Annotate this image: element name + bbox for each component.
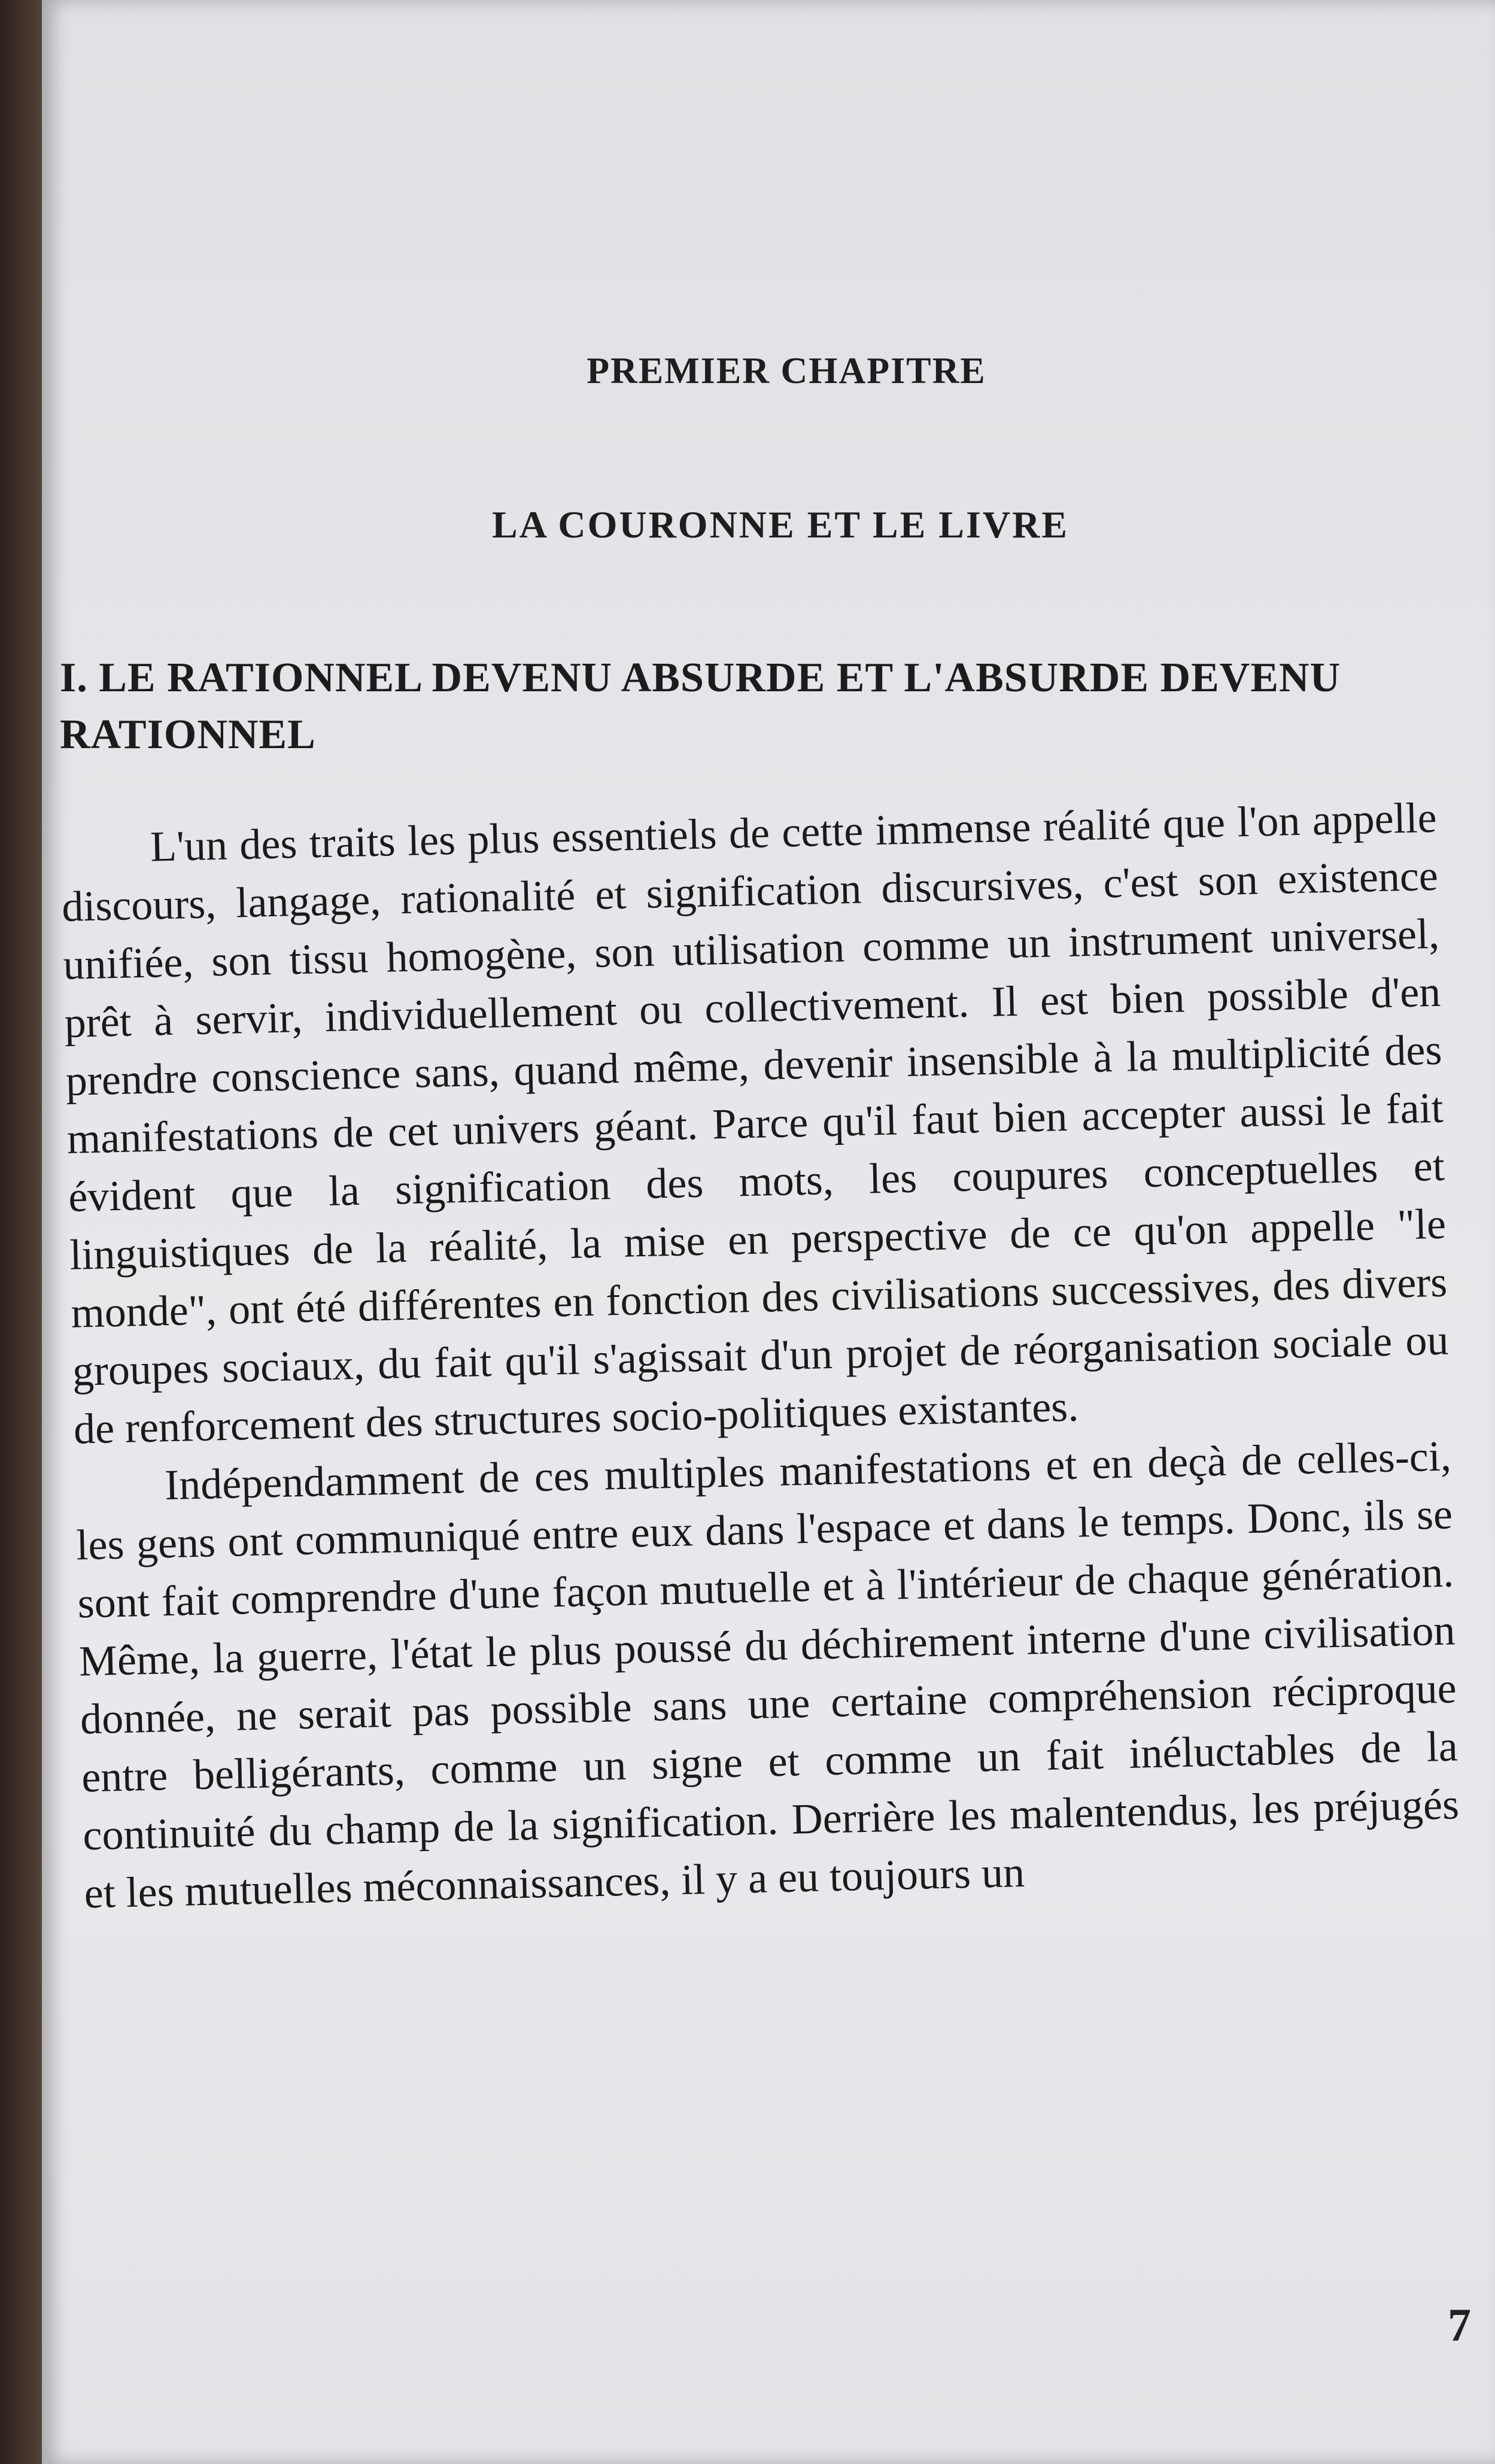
section-heading: I. LE RATIONNEL DEVENU ABSURDE ET L'ABSURDE DEVENU RATIONNEL: [60, 655, 1341, 758]
paragraph-1: L'un des traits les plus essentiels de cette immense réalité que l'on appelle discours, langage, rationalité et signification discursives, c'est son existence unifiée, son tissu homogène, son utilisation comme un instrument universel, prêt à servir, individuellement ou collectivement. Il est bien possible d'en prendre conscience sans, quand même, devenir insensible à la multiplicité des manifestations de cet univers géant. Parce qu'il faut bien accepter aussi le fait évident que la signification des mots, les coupures conceptuelles et linguistiques de la réalité, la mise en perspective de ce qu'on appelle "le monde", ont été différentes en fonction des civilisations successives, des divers groupes sociaux, du fait qu'il s'agissait d'un projet de réorganisation sociale ou de renforcement des structures socio-politiques existantes.: [61, 793, 1450, 1453]
chapter-label: PREMIER CHAPITRE: [587, 351, 986, 391]
body-text: [60, 789, 1461, 1923]
chapter-title: LA COURONNE ET LE LIVRE: [491, 503, 1069, 546]
page-number: 7: [1448, 2299, 1471, 2351]
book-page: [42, 0, 1495, 2464]
book-spine-shadow: [0, 0, 48, 2464]
paragraph-2: Indépendamment de ces multiples manifestations et en deçà de celles-ci, les gens ont communiqué entre eux dans l'espace et dans le temps. Donc, ils se sont fait comprendre d'une façon mutuelle et à l'intérieur de chaque génération. Même, la guerre, l'état le plus poussé du déchirement interne d'une civilisation donnée, ne serait pas possible sans une certaine compréhension réciproque entre belligérants, comme un signe et comme un fait inéluctables de la continuité du champ de la signification. Derrière les malentendus, les préjugés et les mutuelles méconnaissances, il y a eu toujours un: [75, 1432, 1460, 1918]
